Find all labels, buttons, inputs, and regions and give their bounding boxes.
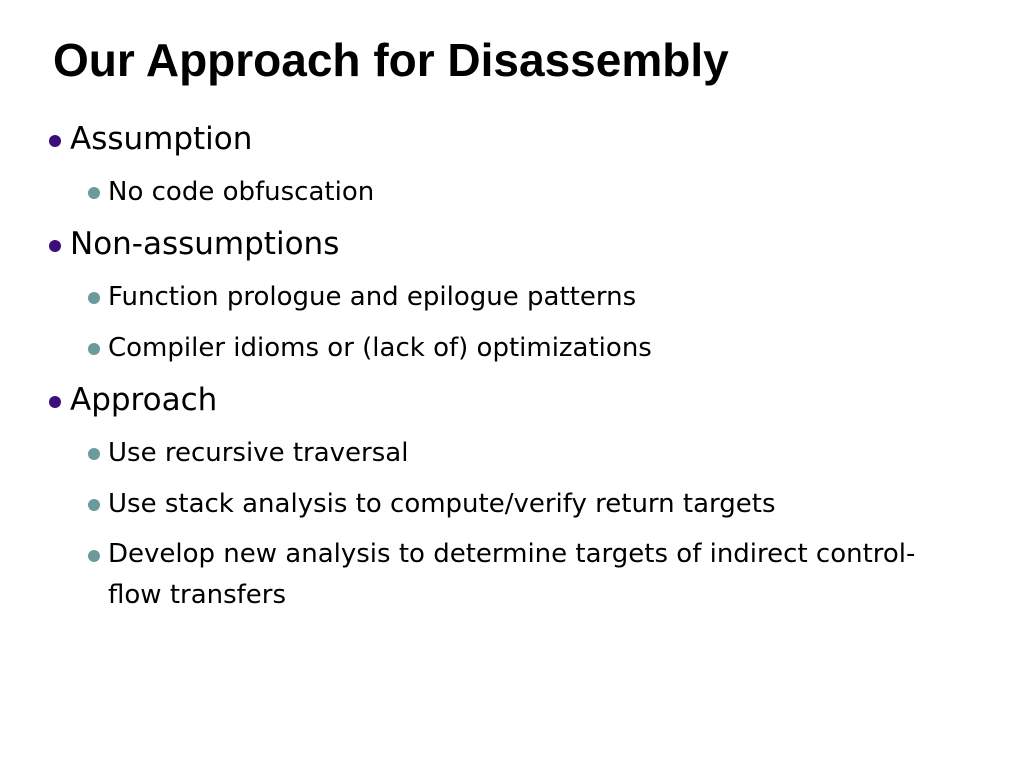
bullet-label: Non-assumptions bbox=[70, 226, 340, 262]
subbullet-dot-icon bbox=[88, 448, 100, 460]
slide-title: Our Approach for Disassembly bbox=[53, 34, 729, 86]
subbullet-dot-icon bbox=[88, 550, 100, 562]
subbullet-dot-icon bbox=[88, 187, 100, 199]
bullet-dot-icon bbox=[49, 135, 61, 147]
bullet-label: Assumption bbox=[70, 121, 253, 157]
subbullet-label: Function prologue and epilogue patterns bbox=[108, 282, 637, 312]
subbullet-label: Develop new analysis to determine targets of indirect control-flow transfers bbox=[108, 539, 916, 610]
subbullet-label: Use recursive traversal bbox=[108, 438, 409, 468]
subbullet-dot-icon bbox=[88, 292, 100, 304]
bullet-label: Approach bbox=[70, 382, 218, 418]
subbullet-label: No code obfuscation bbox=[108, 177, 375, 207]
subbullet-dot-icon bbox=[88, 343, 100, 355]
subbullet-label: Use stack analysis to compute/verify return targets bbox=[108, 489, 776, 519]
subbullet-dot-icon bbox=[88, 499, 100, 511]
bullet-dot-icon bbox=[49, 396, 61, 408]
subbullet-label: Compiler idioms or (lack of) optimizations bbox=[108, 333, 652, 363]
bullet-dot-icon bbox=[49, 240, 61, 252]
